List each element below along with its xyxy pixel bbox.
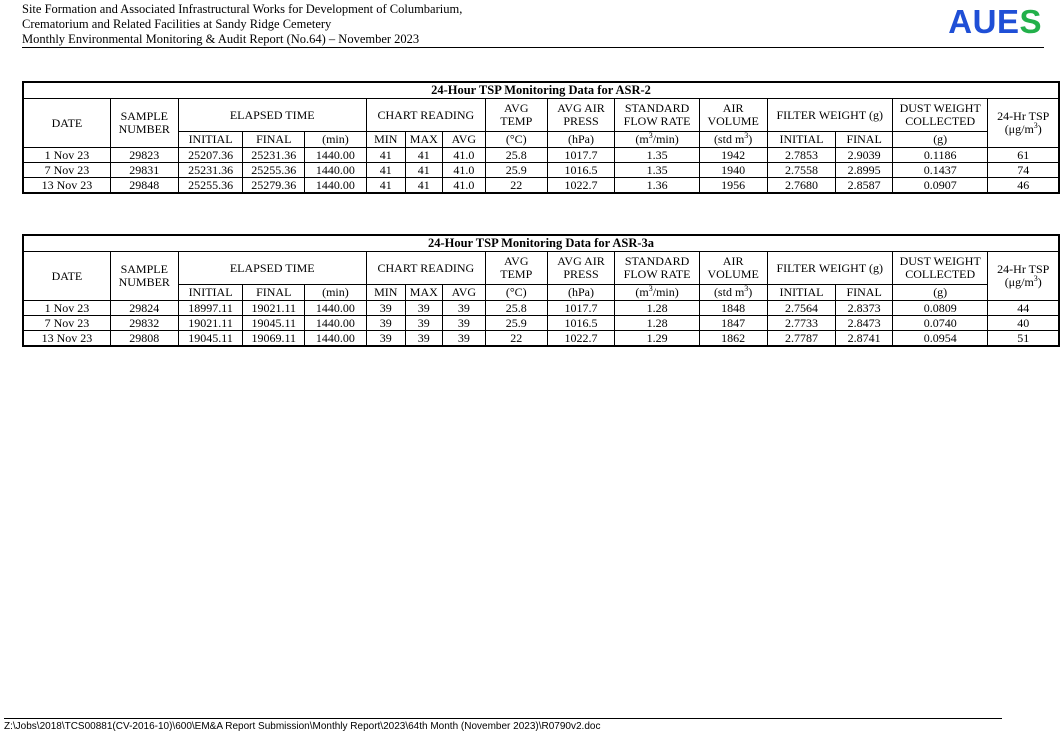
header-flow-unit: $(m^3/\min)$ (615, 132, 699, 148)
cell-final: 19045.11 (243, 316, 305, 331)
table-row (23, 331, 1059, 347)
cell-minutes: 1440.00 (305, 331, 367, 347)
cell-minutes: 1440.00 (305, 163, 367, 178)
header-sample-number: SAMPLE NUMBER (110, 252, 178, 301)
header-chart-reading: CHART READING (366, 252, 485, 285)
cell-final: 25255.36 (243, 163, 305, 178)
cell-chart-max: 41 (405, 178, 442, 194)
cell-sample: 29824 (110, 301, 178, 316)
header-air-volume: AIR VOLUME (699, 252, 767, 285)
cell-flow: 1.29 (615, 331, 699, 347)
cell-volume: 1848 (699, 301, 767, 316)
cell-press: 1022.7 (547, 331, 615, 347)
header-press-unit: (hPa) (547, 132, 615, 148)
header-chart-avg: AVG (442, 132, 485, 148)
report-title-block (22, 2, 462, 47)
cell-chart-max: 41 (405, 163, 442, 178)
header-elapsed-time: ELAPSED TIME (178, 252, 366, 285)
cell-volume: 1956 (699, 178, 767, 194)
cell-filter-final: 2.8373 (836, 301, 893, 316)
cell-filter-initial: 2.7733 (767, 316, 836, 331)
cell-chart-avg: 39 (442, 301, 485, 316)
header-elapsed-time: ELAPSED TIME (178, 99, 366, 132)
cell-minutes: 1440.00 (305, 316, 367, 331)
cell-filter-final: 2.9039 (836, 148, 893, 163)
cell-initial: 25207.36 (178, 148, 243, 163)
cell-flow: 1.35 (615, 163, 699, 178)
header-volume-unit: (std $m^3$) (699, 285, 767, 301)
cell-temp: 25.9 (485, 163, 547, 178)
cell-press: 1016.5 (547, 316, 615, 331)
header-chart-max: MAX (405, 132, 442, 148)
header-avg-temp: AVG TEMP (485, 252, 547, 285)
cell-press: 1022.7 (547, 178, 615, 194)
header-tsp-unit: $(\mu g/m^3)$ (1004, 274, 1042, 289)
header-flow-unit: $(m^3/\min)$ (615, 285, 699, 301)
cell-chart-avg: 39 (442, 316, 485, 331)
cell-tsp: 44 (988, 301, 1059, 316)
cell-temp: 25.8 (485, 148, 547, 163)
cell-press: 1016.5 (547, 163, 615, 178)
table-title: 24-Hour TSP Monitoring Data for ASR-3a (23, 235, 1059, 252)
cell-sample: 29808 (110, 331, 178, 347)
logo-letter-e: E (996, 3, 1020, 40)
header-dust-weight: DUST WEIGHT COLLECTED (892, 252, 988, 285)
cell-final: 19021.11 (243, 301, 305, 316)
cell-tsp: 74 (988, 163, 1059, 178)
header-temp-unit: (°C) (485, 132, 547, 148)
aues-logo (948, 2, 1042, 42)
cell-chart-min: 39 (366, 331, 405, 347)
cell-chart-min: 41 (366, 163, 405, 178)
cell-final: 19069.11 (243, 331, 305, 347)
report-title-line: Monthly Environmental Monitoring & Audit Report (No.64) – November 2023 (22, 32, 420, 46)
header-dust-unit: (g) (892, 132, 988, 148)
header-filter-weight: FILTER WEIGHT (g) (767, 252, 892, 285)
header-sample-number: SAMPLE NUMBER (110, 99, 178, 148)
cell-sample: 29823 (110, 148, 178, 163)
cell-initial: 19045.11 (178, 331, 243, 347)
header-flow-rate: STANDARD FLOW RATE (615, 252, 699, 285)
cell-tsp: 61 (988, 148, 1059, 163)
cell-flow: 1.36 (615, 178, 699, 194)
cell-temp: 25.8 (485, 301, 547, 316)
project-title-line-1: Site Formation and Associated Infrastructural Works for Development of Columbarium, (22, 2, 463, 16)
header-avg-temp: AVG TEMP (485, 99, 547, 132)
cell-chart-max: 39 (405, 331, 442, 347)
logo-letter-u: U (972, 3, 997, 40)
cell-dust: 0.1437 (892, 163, 988, 178)
header-chart-reading: CHART READING (366, 99, 485, 132)
cell-chart-min: 39 (366, 301, 405, 316)
cell-final: 25231.36 (243, 148, 305, 163)
cell-temp: 22 (485, 331, 547, 347)
cell-tsp: 46 (988, 178, 1059, 194)
header-dust-weight: DUST WEIGHT COLLECTED (892, 99, 988, 132)
header-flow-rate: STANDARD FLOW RATE (615, 99, 699, 132)
table-row (23, 163, 1059, 178)
page-header (22, 2, 1044, 48)
cell-flow: 1.28 (615, 316, 699, 331)
cell-dust: 0.1186 (892, 148, 988, 163)
tsp-table-asr-2 (22, 81, 1060, 194)
project-title-line-2: Crematorium and Related Facilities at Sandy Ridge Cemetery (22, 17, 332, 31)
cell-press: 1017.7 (547, 301, 615, 316)
cell-tsp: 51 (988, 331, 1059, 347)
cell-filter-final: 2.8473 (836, 316, 893, 331)
cell-initial: 19021.11 (178, 316, 243, 331)
header-tsp-label: 24-Hr TSP (997, 109, 1050, 123)
cell-dust: 0.0740 (892, 316, 988, 331)
table-row (23, 301, 1059, 316)
cell-volume: 1942 (699, 148, 767, 163)
header-date: DATE (23, 252, 110, 301)
header-filter-initial: INITIAL (767, 132, 836, 148)
header-filter-final: FINAL (836, 285, 893, 301)
cell-filter-initial: 2.7564 (767, 301, 836, 316)
cell-chart-avg: 41.0 (442, 178, 485, 194)
tsp-table-asr-3a (22, 234, 1060, 347)
header-tsp (988, 252, 1059, 301)
cell-temp: 25.9 (485, 316, 547, 331)
header-date: DATE (23, 99, 110, 148)
document-file-path: Z:\Jobs\2018\TCS00881(CV-2016-10)\600\EM&A Report Submission\Monthly Report\2023\64th Month (November 2023)\R0790v2.doc (4, 718, 1002, 733)
header-tsp (988, 99, 1059, 148)
cell-initial: 25231.36 (178, 163, 243, 178)
cell-volume: 1940 (699, 163, 767, 178)
header-volume-unit: (std $m^3$) (699, 132, 767, 148)
cell-sample: 29831 (110, 163, 178, 178)
header-tsp-label: 24-Hr TSP (997, 262, 1050, 276)
cell-filter-initial: 2.7558 (767, 163, 836, 178)
logo-letter-s: S (1019, 3, 1042, 40)
header-initial: INITIAL (178, 132, 243, 148)
cell-filter-final: 2.8587 (836, 178, 893, 194)
table-row (23, 178, 1059, 194)
cell-filter-final: 2.8995 (836, 163, 893, 178)
cell-minutes: 1440.00 (305, 178, 367, 194)
header-chart-avg: AVG (442, 285, 485, 301)
cell-sample: 29848 (110, 178, 178, 194)
cell-filter-final: 2.8741 (836, 331, 893, 347)
cell-initial: 18997.11 (178, 301, 243, 316)
cell-tsp: 40 (988, 316, 1059, 331)
cell-temp: 22 (485, 178, 547, 194)
cell-filter-initial: 2.7680 (767, 178, 836, 194)
header-filter-final: FINAL (836, 132, 893, 148)
header-avg-air-press: AVG AIR PRESS (547, 252, 615, 285)
header-dust-unit: (g) (892, 285, 988, 301)
cell-date: 1 Nov 23 (23, 148, 110, 163)
table-title: 24-Hour TSP Monitoring Data for ASR-2 (23, 82, 1059, 99)
cell-date: 7 Nov 23 (23, 163, 110, 178)
header-temp-unit: (°C) (485, 285, 547, 301)
header-press-unit: (hPa) (547, 285, 615, 301)
table-row (23, 316, 1059, 331)
header-final: FINAL (243, 132, 305, 148)
header-min-unit: (min) (305, 132, 367, 148)
cell-initial: 25255.36 (178, 178, 243, 194)
cell-final: 25279.36 (243, 178, 305, 194)
cell-dust: 0.0907 (892, 178, 988, 194)
cell-minutes: 1440.00 (305, 301, 367, 316)
header-chart-min: MIN (366, 285, 405, 301)
header-chart-min: MIN (366, 132, 405, 148)
header-filter-initial: INITIAL (767, 285, 836, 301)
header-avg-air-press: AVG AIR PRESS (547, 99, 615, 132)
cell-chart-min: 41 (366, 148, 405, 163)
header-initial: INITIAL (178, 285, 243, 301)
cell-filter-initial: 2.7787 (767, 331, 836, 347)
cell-chart-avg: 41.0 (442, 148, 485, 163)
cell-filter-initial: 2.7853 (767, 148, 836, 163)
cell-minutes: 1440.00 (305, 148, 367, 163)
header-filter-weight: FILTER WEIGHT (g) (767, 99, 892, 132)
cell-dust: 0.0809 (892, 301, 988, 316)
cell-date: 13 Nov 23 (23, 331, 110, 347)
cell-chart-max: 41 (405, 148, 442, 163)
cell-chart-avg: 41.0 (442, 163, 485, 178)
cell-date: 1 Nov 23 (23, 301, 110, 316)
cell-chart-max: 39 (405, 301, 442, 316)
table-row (23, 148, 1059, 163)
header-tsp-unit: $(\mu g/m^3)$ (1004, 121, 1042, 136)
cell-chart-min: 39 (366, 316, 405, 331)
cell-flow: 1.28 (615, 301, 699, 316)
cell-chart-min: 41 (366, 178, 405, 194)
cell-press: 1017.7 (547, 148, 615, 163)
cell-flow: 1.35 (615, 148, 699, 163)
logo-letter-a: A (948, 3, 973, 40)
header-min-unit: (min) (305, 285, 367, 301)
header-air-volume: AIR VOLUME (699, 99, 767, 132)
cell-volume: 1862 (699, 331, 767, 347)
cell-volume: 1847 (699, 316, 767, 331)
cell-date: 7 Nov 23 (23, 316, 110, 331)
cell-dust: 0.0954 (892, 331, 988, 347)
cell-chart-max: 39 (405, 316, 442, 331)
header-final: FINAL (243, 285, 305, 301)
cell-chart-avg: 39 (442, 331, 485, 347)
header-chart-max: MAX (405, 285, 442, 301)
cell-date: 13 Nov 23 (23, 178, 110, 194)
cell-sample: 29832 (110, 316, 178, 331)
